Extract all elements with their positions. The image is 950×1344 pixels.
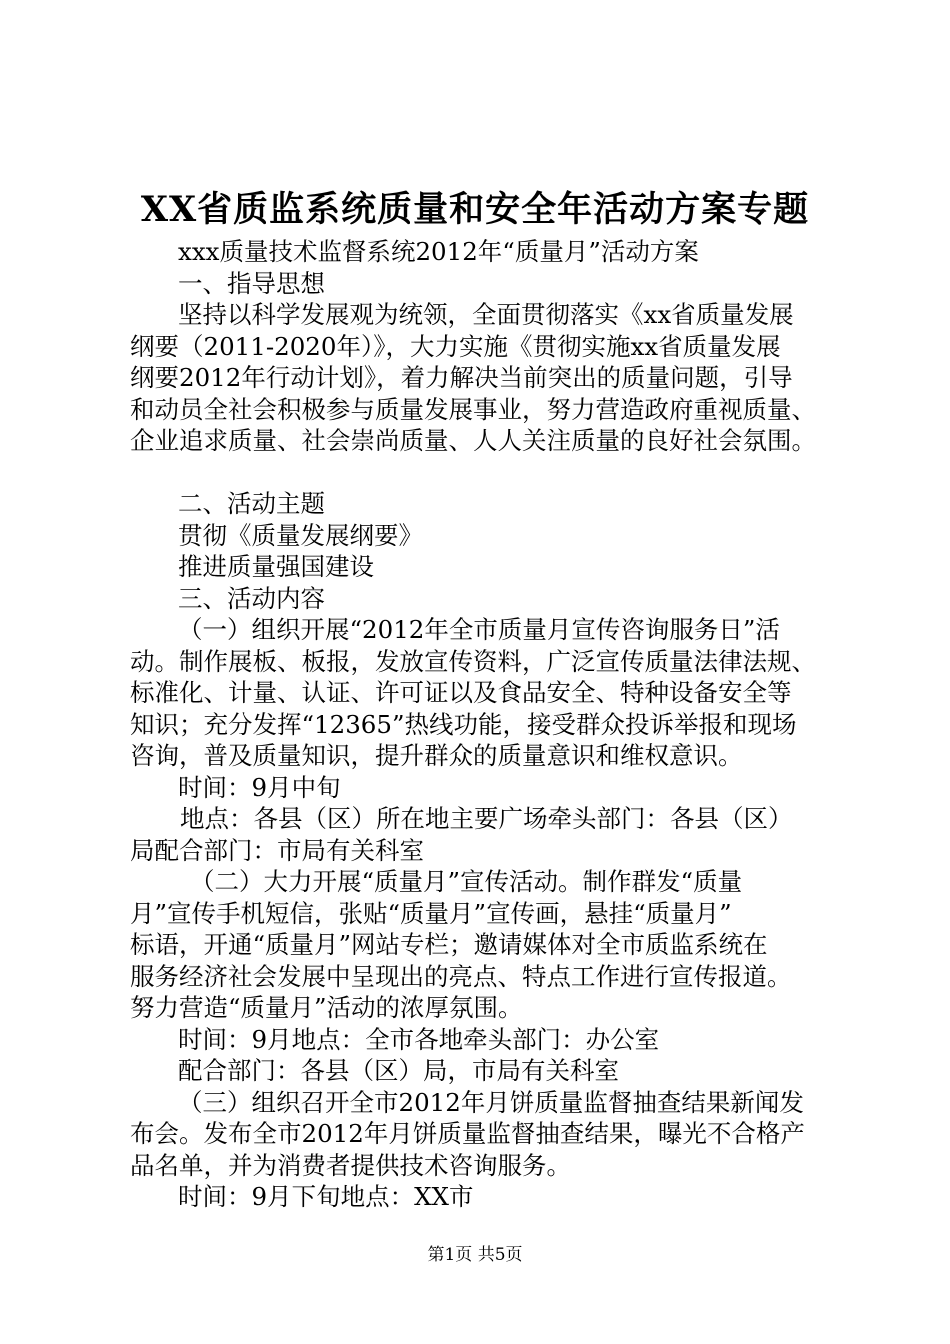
paragraph-line: （二）大力开展“质量月”宣传活动。制作群发“质量: [190, 867, 743, 896]
paragraph-line: （一）组织开展“2012年全市质量月宣传咨询服务日”活: [178, 615, 780, 644]
paragraph-line: 动。制作展板、板报，发放宣传资料，广泛宣传质量法律法规、: [130, 646, 816, 676]
paragraph-line: 努力营造“质量月”活动的浓厚氛围。: [130, 993, 523, 1022]
paragraph-line: 标语，开通“质量月”网站专栏；邀请媒体对全市质监系统在: [130, 930, 768, 959]
paragraph-line: 和动员全社会积极参与质量发展事业，努力营造政府重视质量、: [130, 394, 816, 424]
section-heading: 一、指导思想: [178, 268, 325, 298]
paragraph-line: 推进质量强国建设: [178, 552, 374, 581]
paragraph-line: 企业追求质量、社会崇尚质量、人人关注质量的良好社会氛围。: [130, 426, 816, 455]
section-heading: 二、活动主题: [178, 489, 325, 518]
paragraph-line: 坚持以科学发展观为统领，全面贯彻落实《xx省质量发展: [178, 300, 794, 329]
document-body: [130, 236, 830, 1213]
paragraph-line: 布会。发布全市2012年月饼质量监督抽查结果，曝光不合格产: [130, 1119, 805, 1148]
subtitle-line: xxx质量技术监督系统2012年“质量月”活动方案: [178, 237, 699, 266]
blank-line: [130, 457, 830, 489]
paragraph-line: 时间：9月下旬地点：XX市: [178, 1182, 474, 1211]
paragraph-line: 时间：9月地点：全市各地牵头部门：办公室: [178, 1024, 660, 1054]
paragraph-line: 局配合部门：市局有关科室: [130, 835, 424, 865]
paragraph-line: 纲要（2011-2020年）》，大力实施《贯彻实施xx省质量发展: [130, 331, 781, 361]
paragraph-line: 标准化、计量、认证、许可证以及食品安全、特种设备安全等: [130, 678, 792, 707]
paragraph-line: 时间：9月中旬: [178, 772, 341, 802]
page-number: 第1页 共5页: [427, 1245, 523, 1265]
paragraph-line: 服务经济社会发展中呈现出的亮点、特点工作进行宣传报道。: [130, 961, 792, 991]
paragraph-line: 知识；充分发挥“12365”热线功能，接受群众投诉举报和现场: [130, 709, 797, 739]
paragraph-line: 贯彻《质量发展纲要》: [178, 520, 423, 550]
paragraph-line: 配合部门：各县（区）局，市局有关科室: [178, 1056, 619, 1085]
paragraph-line: 地点：各县（区）所在地主要广场牵头部门：各县（区）: [180, 804, 793, 833]
paragraph-line: 咨询，普及质量知识，提升群众的质量意识和维权意识。: [130, 741, 743, 770]
paragraph-line: 品名单，并为消费者提供技术咨询服务。: [130, 1150, 571, 1180]
document-title: XX省质监系统质量和安全年活动方案专题: [140, 189, 810, 230]
paragraph-line: （三）组织召开全市2012年月饼质量监督抽查结果新闻发: [178, 1087, 804, 1117]
section-heading: 三、活动内容: [178, 583, 325, 613]
paragraph-line: 月”宣传手机短信，张贴“质量月”宣传画，悬挂“质量月”: [130, 898, 732, 928]
paragraph-line: 纲要2012年行动计划》，着力解决当前突出的质量问题，引导: [130, 363, 793, 392]
